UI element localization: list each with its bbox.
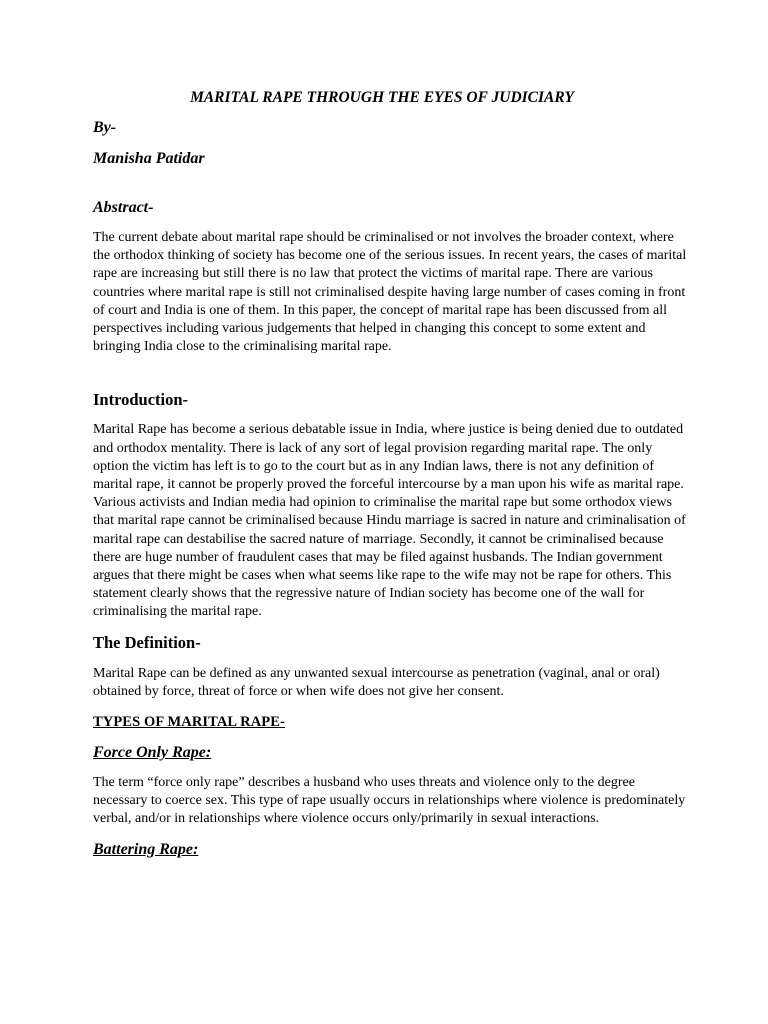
introduction-text: Marital Rape has become a serious debatable issue in India, where justice is being denied due to outdated and orthodox mentality. There is lack of any sort of legal provision regarding marital rape. The only option the victim has left is to go to the court but as in any Indian laws, there is not any definition of marital rape, it cannot be properly proved the forceful intercourse by a man upon his wife as marital rape. Various activists and Indian media had opinion to criminalise the marital rape but some orthodox views that marital rape cannot be criminalised because Hindu marriage is sacred in nature and criminalisation of marital rape can destabilise the sacred nature of marriage. Secondly, it cannot be criminalised because there are huge number of fraudulent cases that may be filed against husbands. The Indian government argues that there might be cases when what seems like rape to the wife may not be rape for others. This statement clearly shows that the regressive nature of Indian society has become one of the wall for criminalising the marital rape.: [93, 422, 686, 620]
definition-text: Marital Rape can be defined as any unwanted sexual intercourse as penetration (vaginal, anal or oral) obtained by force, threat of force or when wife does not give her consent.: [93, 665, 660, 699]
battering-rape-heading: Battering Rape:: [93, 840, 199, 858]
types-heading: TYPES OF MARITAL RAPE-: [93, 714, 285, 731]
abstract-text: The current debate about marital rape should be criminalised or not involves the broader context, where the orthodox thinking of society has become one of the serious issues. In recent years, the cases of marital rape are increasing but still there is no law that protect the victims of marital rape. There are various countries where marital rape is still not criminalised despite having large number of cases coming in front of court and India is one of them. In this paper, the concept of marital rape has been discussed from all perspectives including various judgements that helped in changing this concept to some extent and bringing India close to the criminalising marital rape.: [93, 230, 687, 355]
force-only-rape-heading: Force Only Rape:: [93, 744, 212, 762]
introduction-heading: Introduction-: [93, 390, 189, 410]
document-title: MARITAL RAPE THROUGH THE EYES OF JUDICIARY: [190, 89, 574, 106]
document-page: [93, 84, 687, 860]
abstract-heading: Abstract-: [93, 199, 154, 216]
author-name: Manisha Patidar: [93, 150, 205, 167]
definition-heading: The Definition-: [93, 632, 201, 652]
force-only-rape-text: The term “force only rape” describes a husband who uses threats and violence only to the degree necessary to coerce sex. This type of rape usually occurs in relationships where violence is predominately verbal, and/or in relationships where violence occurs only/primarily in sexual interactions.: [93, 775, 686, 827]
by-label: By-: [93, 119, 117, 136]
